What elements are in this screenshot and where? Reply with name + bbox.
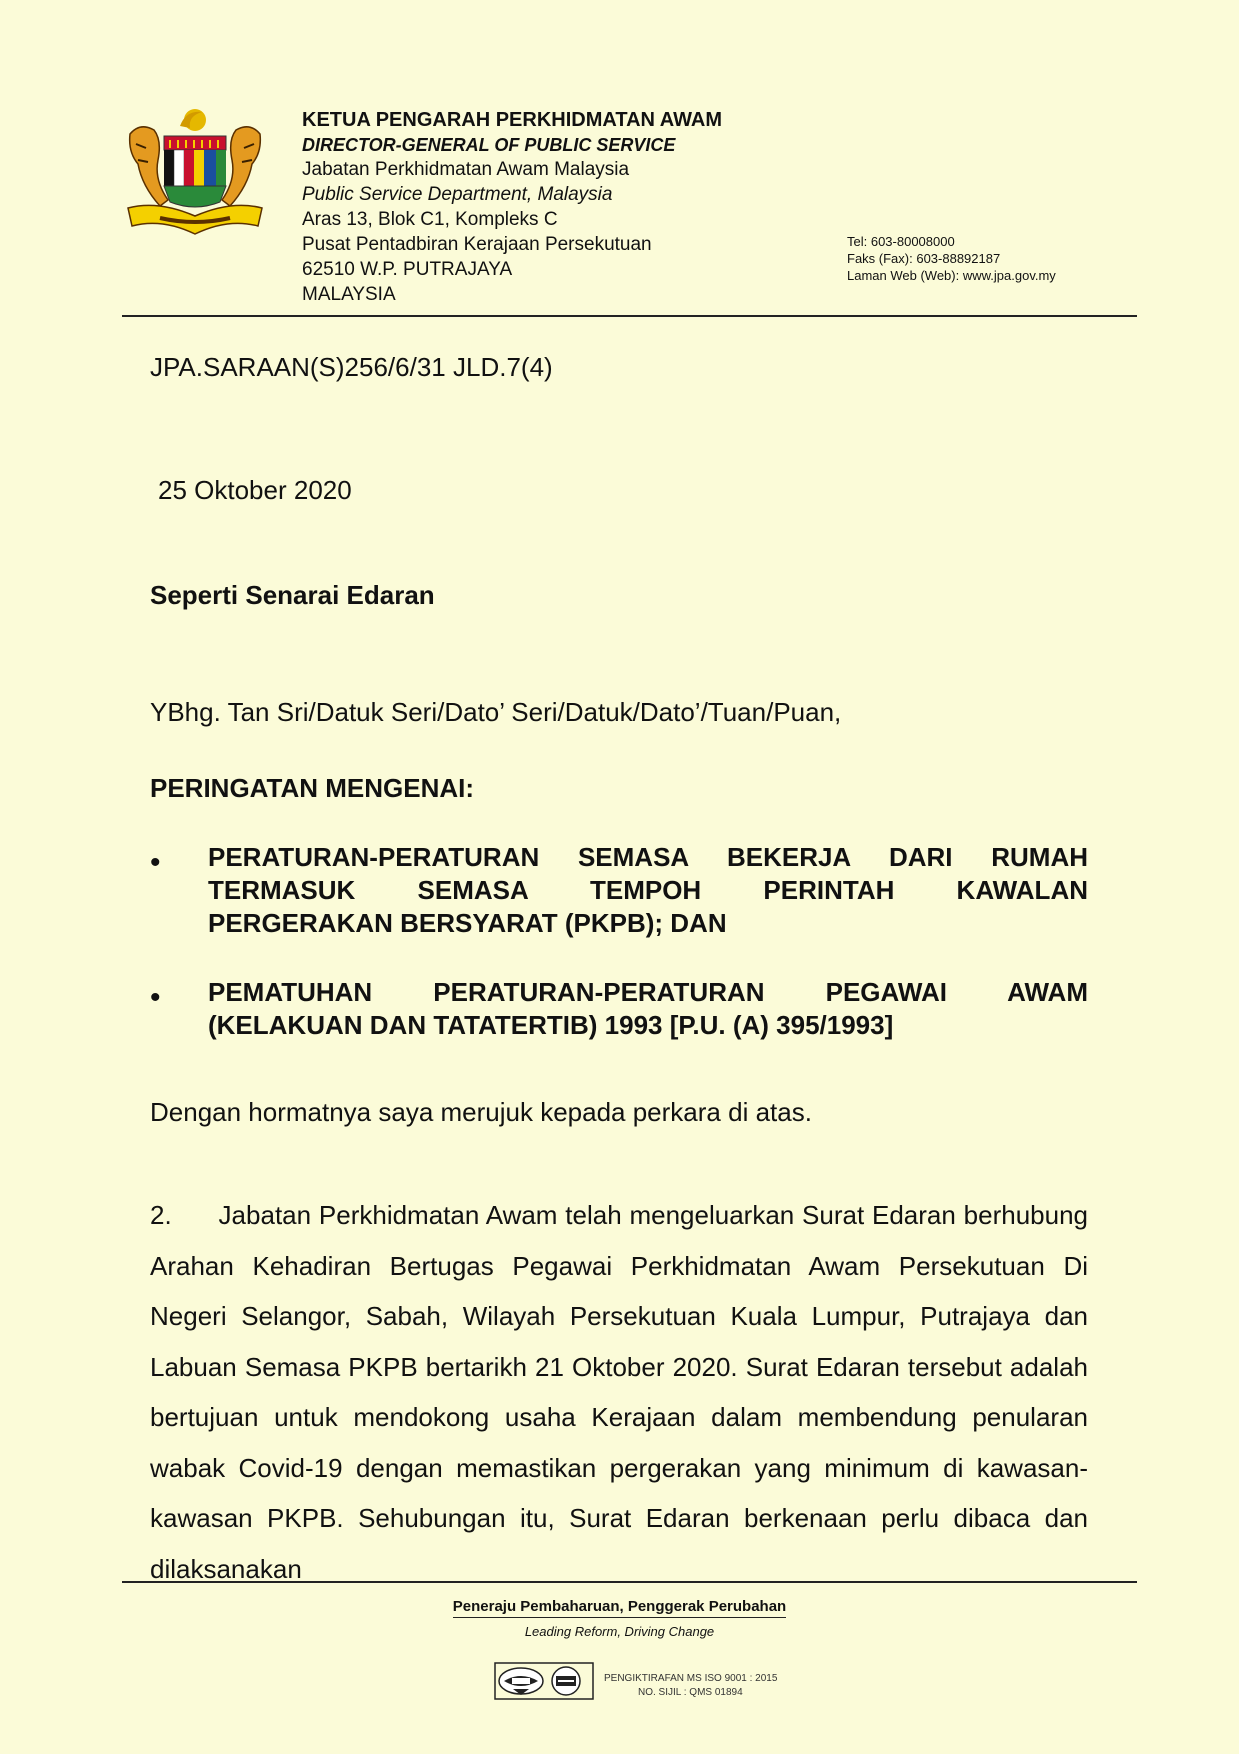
subject-item-text: PERGERAKAN BERSYARAT (PKPB); DAN bbox=[208, 908, 727, 938]
subject-item bbox=[208, 841, 1088, 940]
reference-number: JPA.SARAAN(S)256/6/31 JLD.7(4) bbox=[150, 352, 553, 382]
header-dept-en: Public Service Department, Malaysia bbox=[302, 184, 613, 205]
footer-motto-ms bbox=[0, 1598, 1239, 1615]
footer-motto-en: Leading Reform, Driving Change bbox=[524, 1624, 715, 1639]
quality-system-logo-icon bbox=[494, 1655, 594, 1707]
iso-line: NO. SIJIL : QMS 01894 bbox=[638, 1687, 743, 1698]
footer-divider bbox=[122, 1581, 1137, 1583]
subject-heading: PERINGATAN MENGENAI: bbox=[150, 773, 475, 803]
address-line: Pusat Pentadbiran Kerajaan Persekutuan bbox=[302, 234, 652, 255]
address-line: 62510 W.P. PUTRAJAYA bbox=[302, 259, 513, 280]
iso-line: PENGIKTIRAFAN MS ISO 9001 : 2015 bbox=[604, 1673, 778, 1684]
contact-fax: Faks (Fax): 603-88892187 bbox=[847, 251, 1001, 266]
salutation: YBhg. Tan Sri/Datuk Seri/Dato’ Seri/Datuk/Dato’/Tuan/Puan, bbox=[150, 697, 842, 727]
letter-date: 25 Oktober 2020 bbox=[158, 475, 352, 505]
subject-item-text: PERATURAN-PERATURAN SEMASA BEKERJA DARI RUMAH TERMASUK SEMASA TEMPOH PERINTAH KAWALAN bbox=[208, 842, 1088, 905]
address-line: MALAYSIA bbox=[302, 284, 396, 305]
bullet-icon: • bbox=[150, 846, 161, 879]
coat-of-arms-icon bbox=[120, 104, 270, 240]
paragraph-2: 2. Jabatan Perkhidmatan Awam telah mengeluarkan Surat Edaran berhubung Arahan Kehadiran Bertugas Pegawai Perkhidmatan Awam Persekutuan Di Negeri Selangor, Sabah, Wilayah Persekutuan Kuala Lumpur, Putrajaya dan Labuan Semasa PKPB bertarikh 21 Oktober 2020. Surat Edaran tersebut adalah bertujuan untuk mendokong usaha Kerajaan dalam membendung penularan wabak Covid-19 dengan memastikan pergerakan yang minimum di kawasan-kawasan PKPB. Sehubungan itu, Surat Edaran berkenaan perlu dibaca dan dilaksanakan bbox=[150, 1200, 1088, 1584]
header-title-en: DIRECTOR-GENERAL OF PUBLIC SERVICE bbox=[302, 135, 676, 155]
bullet-icon: • bbox=[150, 981, 161, 1014]
opening-sentence: Dengan hormatnya saya merujuk kepada perkara di atas. bbox=[150, 1097, 812, 1127]
footer-motto-ms-text: Peneraju Pembaharuan, Penggerak Perubahan bbox=[453, 1598, 786, 1618]
header-title-ms: KETUA PENGARAH PERKHIDMATAN AWAM bbox=[302, 109, 722, 131]
header-dept-ms: Jabatan Perkhidmatan Awam Malaysia bbox=[302, 159, 630, 180]
subject-item-text: PEMATUHAN PERATURAN-PERATURAN PEGAWAI AWAM bbox=[208, 977, 1088, 1007]
contact-tel: Tel: 603-80008000 bbox=[847, 234, 955, 249]
header-divider bbox=[122, 315, 1137, 317]
recipient-line: Seperti Senarai Edaran bbox=[150, 580, 435, 610]
address-line: Aras 13, Blok C1, Kompleks C bbox=[302, 209, 558, 230]
subject-item bbox=[208, 976, 1088, 1042]
contact-web: Laman Web (Web): www.jpa.gov.my bbox=[847, 268, 1056, 283]
iso-certification bbox=[604, 1672, 777, 1700]
subject-item-text: (KELAKUAN DAN TATATERTIB) 1993 [P.U. (A) 395/1993] bbox=[208, 1010, 894, 1040]
